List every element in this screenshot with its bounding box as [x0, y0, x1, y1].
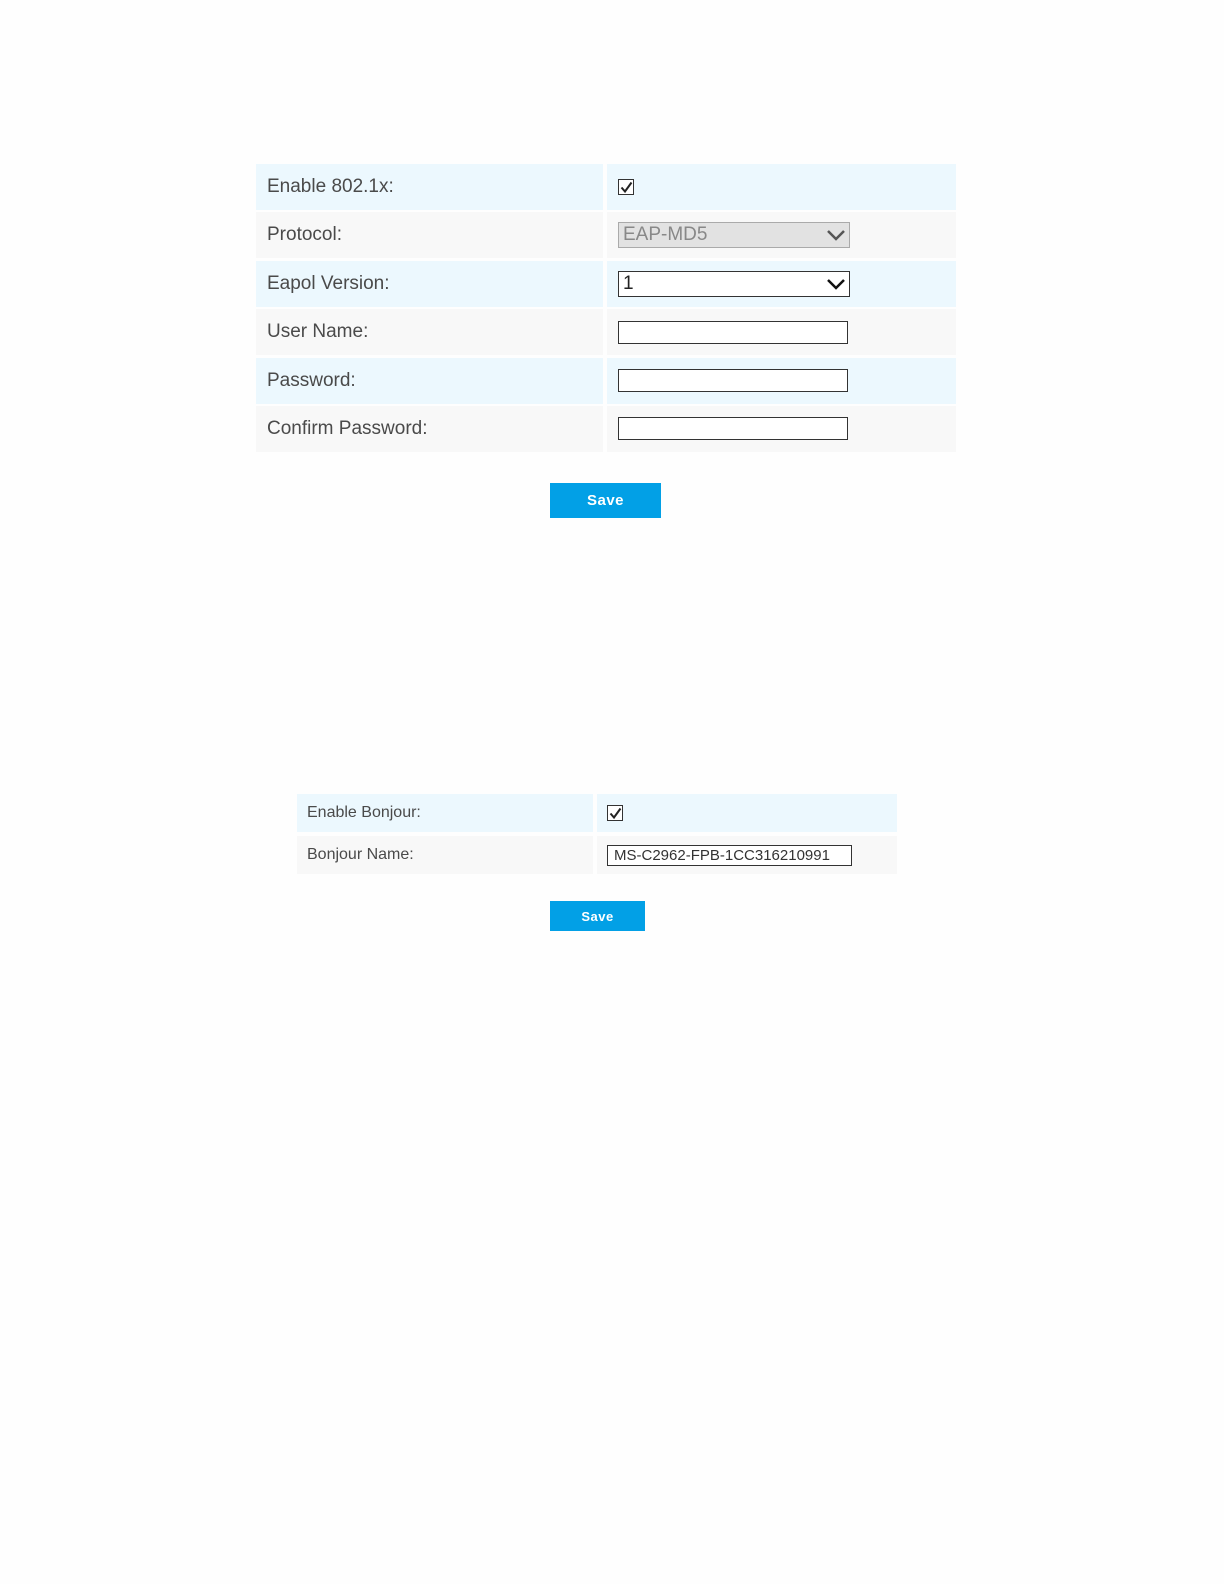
password-row	[256, 358, 956, 404]
checkmark-icon	[609, 807, 622, 820]
user-name-label: User Name:	[256, 309, 603, 355]
password-label: Password:	[256, 358, 603, 404]
chevron-down-icon	[826, 278, 846, 290]
protocol-select[interactable]	[618, 222, 850, 248]
confirm-password-label: Confirm Password:	[256, 406, 603, 452]
user-name-row	[256, 309, 956, 355]
chevron-down-icon	[826, 229, 846, 241]
protocol-label: Protocol:	[256, 212, 603, 258]
8021x-settings-panel	[256, 164, 956, 454]
protocol-selected-value: EAP-MD5	[623, 224, 708, 246]
bonjour-name-label: Bonjour Name:	[297, 836, 593, 874]
eapol-version-row	[256, 261, 956, 307]
eapol-version-selected-value: 1	[623, 272, 634, 294]
eapol-version-label: Eapol Version:	[256, 261, 603, 307]
save-bonjour-button[interactable]: Save	[550, 901, 645, 931]
bonjour-settings-panel	[297, 794, 897, 878]
save-8021x-button[interactable]: Save	[550, 483, 661, 518]
enable-bonjour-label: Enable Bonjour:	[297, 794, 593, 832]
enable-8021x-label: Enable 802.1x:	[256, 164, 603, 210]
enable-8021x-row	[256, 164, 956, 210]
eapol-version-select[interactable]	[618, 271, 850, 297]
bonjour-name-row	[297, 836, 897, 874]
enable-bonjour-checkbox[interactable]	[607, 805, 623, 821]
user-name-input[interactable]	[618, 321, 848, 344]
protocol-row	[256, 212, 956, 258]
password-input[interactable]	[618, 369, 848, 392]
enable-8021x-checkbox[interactable]	[618, 179, 634, 195]
confirm-password-row	[256, 406, 956, 452]
bonjour-name-input[interactable]	[607, 845, 852, 866]
enable-bonjour-row	[297, 794, 897, 832]
confirm-password-input[interactable]	[618, 417, 848, 440]
checkmark-icon	[620, 181, 633, 194]
